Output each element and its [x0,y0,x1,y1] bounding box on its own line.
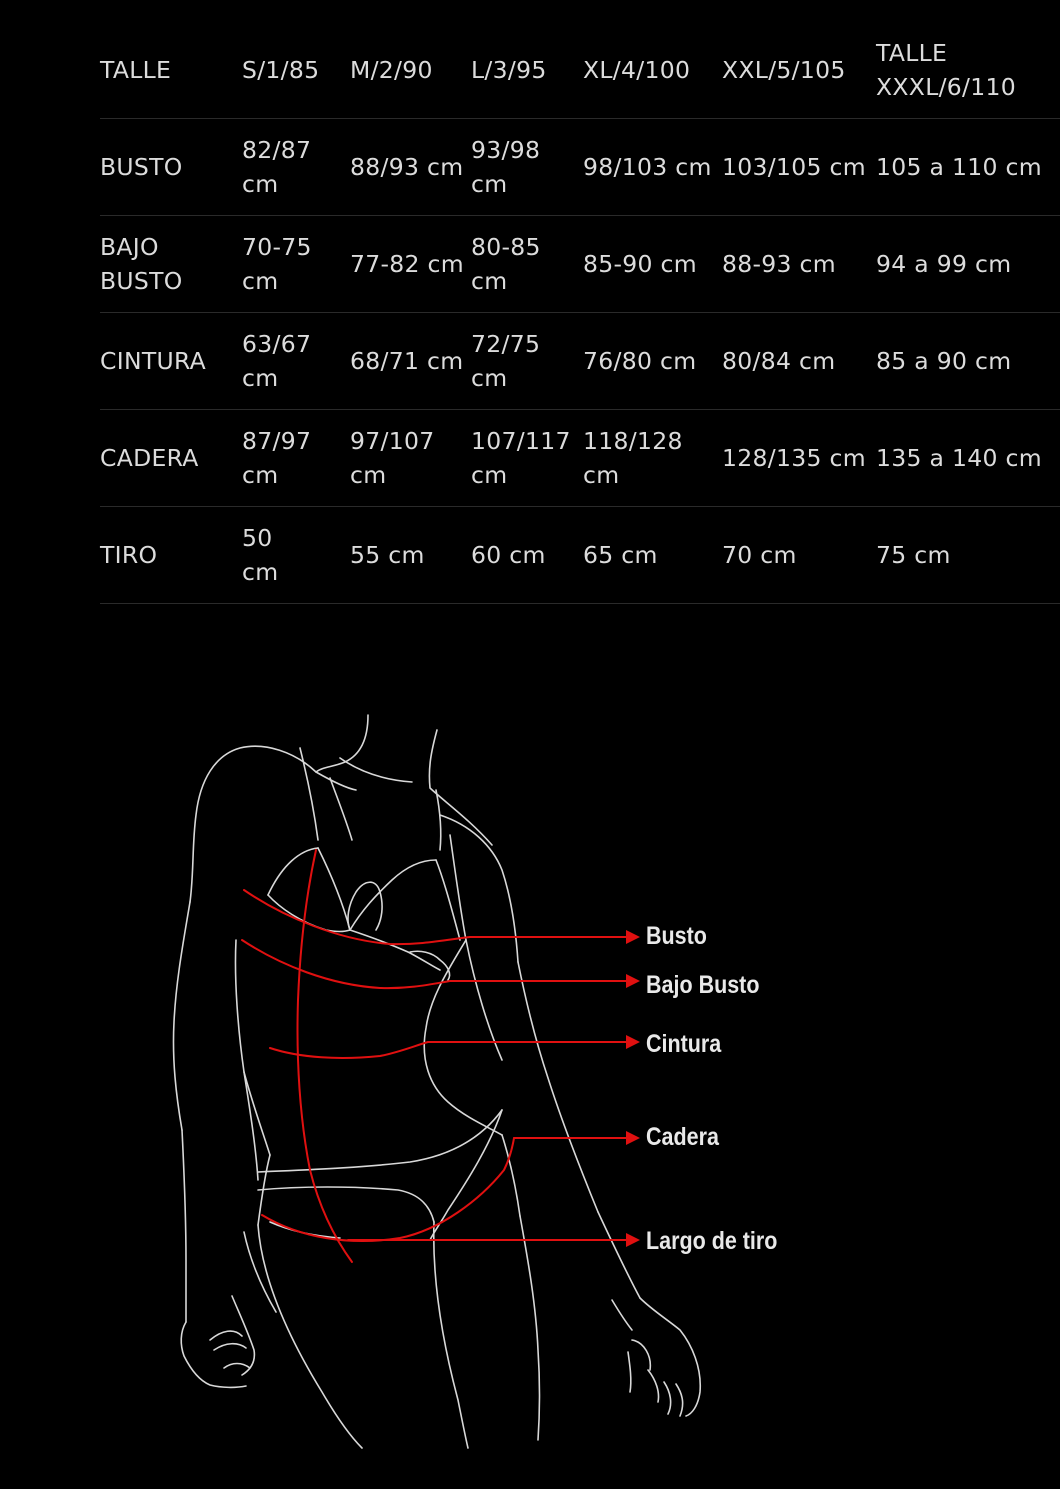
table-cell: 85 a 90 cm [876,313,1060,410]
table-row [100,119,1060,216]
measurement-diagram [0,640,1024,1489]
table-row [100,216,1060,313]
row-label: TIRO [100,507,242,604]
header-cell: TALLE XXXL/6/110 [876,22,1060,119]
table-cell: 55 cm [350,507,471,604]
table-cell: 93/98 cm [471,119,583,216]
table-row [100,507,1060,604]
table-cell: 80/84 cm [722,313,876,410]
table-cell: 107/117 cm [471,410,583,507]
label-bust: Busto [646,922,707,950]
table-cell: 105 a 110 cm [876,119,1060,216]
header-cell: TALLE [100,22,242,119]
header-cell: XL/4/100 [583,22,722,119]
table-cell: 97/107 cm [350,410,471,507]
table-cell: 50 cm [242,507,350,604]
table-cell: 77-82 cm [350,216,471,313]
table-row [100,410,1060,507]
size-table [100,22,1060,604]
label-rise: Largo de tiro [646,1227,778,1255]
row-label: BUSTO [100,119,242,216]
table-cell: 80-85 cm [471,216,583,313]
table-cell: 65 cm [583,507,722,604]
table-row [100,313,1060,410]
row-label: CADERA [100,410,242,507]
table-cell: 76/80 cm [583,313,722,410]
table-cell: 75 cm [876,507,1060,604]
table-cell: 63/67 cm [242,313,350,410]
label-waist: Cintura [646,1030,722,1058]
label-underbust: Bajo Busto [646,971,760,999]
row-label: BAJO BUSTO [100,216,242,313]
table-cell: 88/93 cm [350,119,471,216]
table-cell: 94 a 99 cm [876,216,1060,313]
header-cell: L/3/95 [471,22,583,119]
table-cell: 82/87 cm [242,119,350,216]
table-cell: 87/97 cm [242,410,350,507]
table-cell: 98/103 cm [583,119,722,216]
table-cell: 103/105 cm [722,119,876,216]
header-cell: XXL/5/105 [722,22,876,119]
table-cell: 88-93 cm [722,216,876,313]
table-cell: 118/128 cm [583,410,722,507]
measurement-arrowheads [626,930,640,1247]
table-cell: 70 cm [722,507,876,604]
table-cell: 85-90 cm [583,216,722,313]
size-table-container [100,22,1042,604]
header-cell: M/2/90 [350,22,471,119]
header-cell: S/1/85 [242,22,350,119]
table-cell: 128/135 cm [722,410,876,507]
body-outline [173,715,700,1448]
table-cell: 60 cm [471,507,583,604]
row-label: CINTURA [100,313,242,410]
measurement-lines [242,850,628,1262]
table-cell: 135 a 140 cm [876,410,1060,507]
table-cell: 72/75 cm [471,313,583,410]
label-hip: Cadera [646,1123,719,1151]
table-cell: 68/71 cm [350,313,471,410]
table-cell: 70-75 cm [242,216,350,313]
body-figure-illustration [0,640,1024,1489]
table-header-row [100,22,1060,119]
